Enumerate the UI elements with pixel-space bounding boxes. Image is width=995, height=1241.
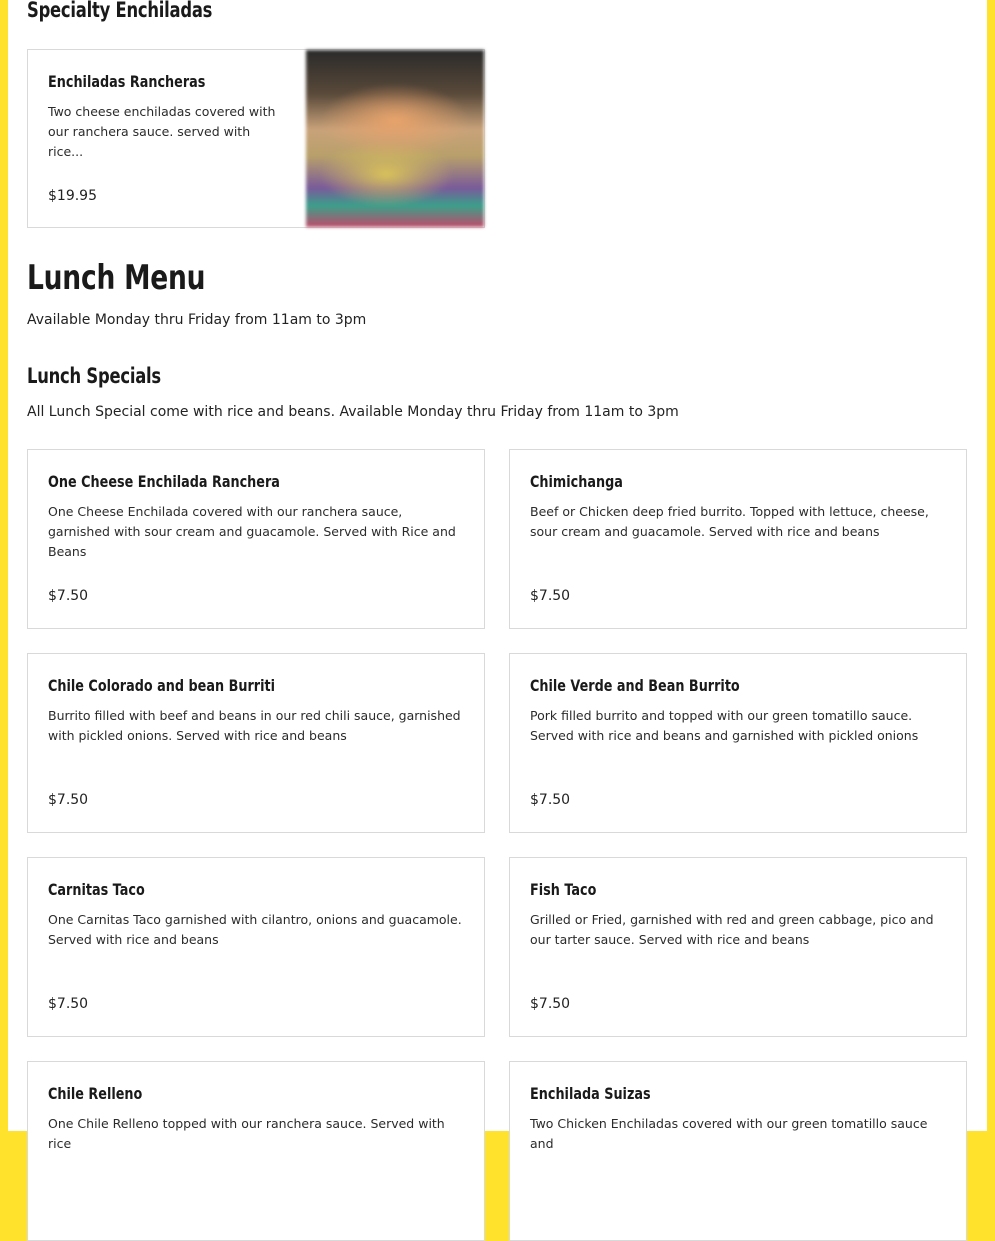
menu-item-card[interactable] [509, 1061, 967, 1241]
menu-item-name: Enchiladas Rancheras [48, 72, 206, 91]
menu-item-price: $7.50 [530, 996, 571, 1012]
lunch-specials-title: Lunch Specials [27, 364, 161, 388]
menu-item-price: $19.95 [48, 188, 97, 204]
menu-item-card[interactable] [27, 449, 485, 629]
menu-item-card[interactable] [27, 1061, 485, 1241]
menu-item-card[interactable] [509, 653, 967, 833]
lunch-specials-description: All Lunch Special come with rice and beans. Available Monday thru Friday from 11am to 3pm [27, 404, 679, 420]
menu-item-name: One Cheese Enchilada Ranchera [48, 472, 280, 491]
menu-item-description: One Chile Relleno topped with our ranchera sauce. Served with rice [48, 1116, 445, 1151]
menu-item-price: $7.50 [48, 792, 89, 808]
menu-item-price: $7.50 [530, 792, 571, 808]
menu-item-description: One Carnitas Taco garnished with cilantro, onions and guacamole. Served with rice and beans [48, 912, 462, 947]
menu-item-description: Two Chicken Enchiladas covered with our green tomatillo sauce and [530, 1116, 928, 1151]
menu-item-name: Chimichanga [530, 472, 623, 491]
menu-item-price: $7.50 [48, 588, 89, 604]
menu-item-price: $7.50 [48, 996, 89, 1012]
menu-item-name: Carnitas Taco [48, 880, 145, 899]
menu-item-description: Burrito filled with beef and beans in our red chili sauce, garnished with pickled onions. Served with rice and beans [48, 708, 461, 743]
menu-item-name: Chile Verde and Bean Burrito [530, 676, 740, 695]
menu-item-card[interactable] [27, 653, 485, 833]
menu-item-card[interactable] [509, 449, 967, 629]
menu-item-description: Beef or Chicken deep fried burrito. Topped with lettuce, cheese, sour cream and guacamole. Served with rice and beans [530, 504, 929, 539]
menu-item-name: Enchilada Suizas [530, 1084, 651, 1103]
menu-item-card[interactable] [27, 49, 485, 228]
menu-item-description: Two cheese enchiladas covered with our ranchera sauce. served with rice... [48, 104, 276, 159]
menu-item-name: Chile Relleno [48, 1084, 143, 1103]
specialty-section-title: Specialty Enchiladas [27, 0, 213, 22]
menu-item-name: Fish Taco [530, 880, 597, 899]
menu-item-description: One Cheese Enchilada covered with our ranchera sauce, garnished with sour cream and guacamole. Served with Rice and Beans [48, 504, 456, 559]
menu-item-description: Pork filled burrito and topped with our green tomatillo sauce. Served with rice and beans and garnished with pickled onions [530, 708, 919, 743]
menu-item-name: Chile Colorado and bean Burriti [48, 676, 275, 695]
menu-item-description: Grilled or Fried, garnished with red and green cabbage, pico and our tarter sauce. Served with rice and beans [530, 912, 934, 947]
food-photo-icon [306, 50, 484, 227]
menu-item-card[interactable] [27, 857, 485, 1037]
menu-page [8, 0, 987, 1151]
lunch-menu-title: Lunch Menu [27, 258, 206, 298]
menu-item-card[interactable] [509, 857, 967, 1037]
menu-item-price: $7.50 [530, 588, 571, 604]
lunch-menu-description: Available Monday thru Friday from 11am to 3pm [27, 312, 367, 328]
